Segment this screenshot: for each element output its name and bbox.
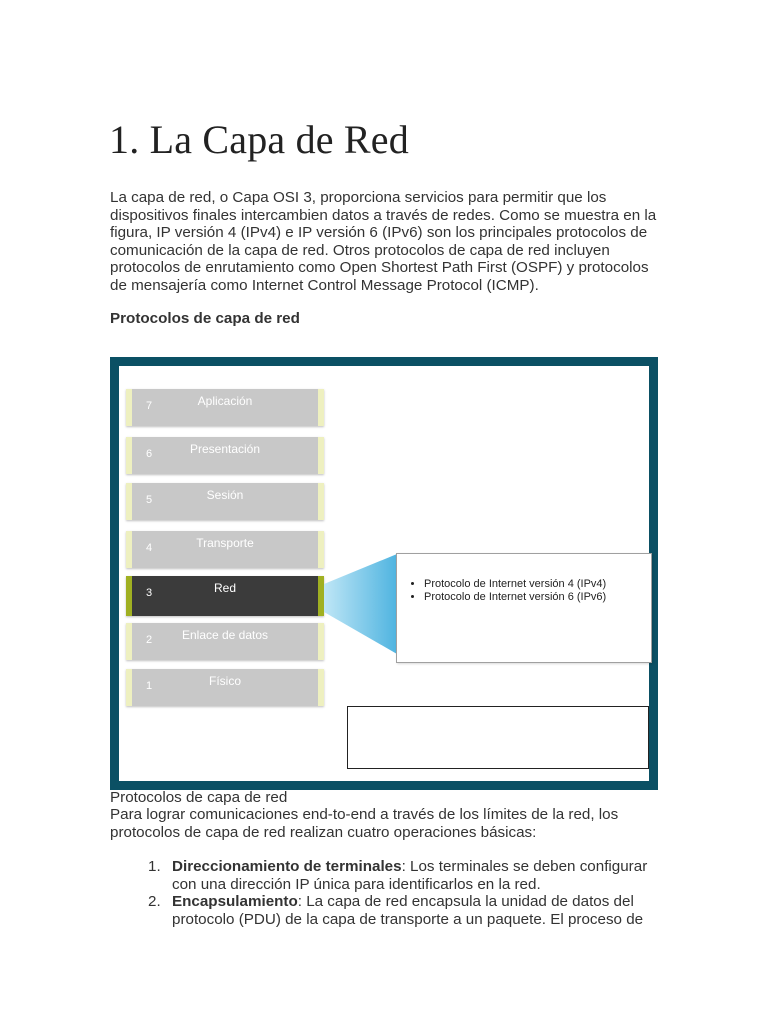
layer-name: Enlace de datos [181,628,269,642]
list-term: Direccionamiento de terminales [172,858,402,875]
list-item [110,893,658,928]
protocol-list-box [396,553,652,663]
layer-fisico [126,669,324,706]
layer-name: Aplicación [197,394,253,408]
page-title: 1. La Capa de Red [109,117,409,162]
layer-number: 1 [146,680,153,692]
callout-funnel [324,554,397,654]
protocol-item: • Protocolo de Internet versión 6 (IPv6) [424,591,606,604]
protocol-list [397,578,606,604]
list-item [110,858,658,893]
layer-enlace-de-datos [126,623,324,660]
empty-note-box [347,706,649,769]
layer-number: 2 [146,634,153,646]
intro-paragraph: La capa de red, o Capa OSI 3, proporciona servicios para permitir que los dispositivos finales intercambien datos a través de redes. Como se muestra en la figura, IP versión 4 (IPv4) e IP versión 6 (IPv6) son los principales protocolos de comunicación de la capa de red. Otros protocolos de capa de red incluyen protocolos de enrutamiento como Open Shortest Path First (OSPF) y protocolos de mensajería como Internet Control Message Protocol (ICMP). [110,189,657,294]
layer-name: Físico [208,674,241,688]
list-term: Encapsulamiento [172,893,298,911]
layer-number: 5 [146,494,153,506]
list-text: : Los terminales se deben configurar con una dirección IP única para identificarlos en la red. [172,858,648,893]
layer-sesion [126,483,324,520]
list-number: 1. [148,858,161,875]
section-subheading: Protocolos de capa de red [110,310,300,327]
figure-caption: Protocolos de capa de red [110,789,288,806]
layer-red-active [126,576,324,616]
layer-number: 6 [146,448,153,460]
osi-figure [110,357,658,790]
layer-number: 7 [146,400,153,412]
layer-name: Presentación [189,442,261,456]
operations-list [110,858,658,928]
layer-name: Red [213,581,236,595]
layer-presentacion [126,437,324,474]
layer-name: Transporte [196,536,254,550]
protocol-item: • Protocolo de Internet versión 4 (IPv4) [424,578,606,591]
layer-number: 4 [146,542,153,554]
body-paragraph: Para lograr comunicaciones end-to-end a través de los límites de la red, los protocolos de capa de red realizan cuatro operaciones básicas: [110,806,619,841]
figure-canvas [119,366,649,781]
list-number: 2. [148,893,161,911]
layer-name: Sesión [206,488,244,502]
layer-transporte [126,531,324,568]
layer-aplicacion [126,389,324,426]
layer-number: 3 [146,587,153,599]
list-text: : La capa de red encapsula la unidad de datos del protocolo (PDU) de la capa de transporte a un paquete. El proceso de [172,893,644,928]
